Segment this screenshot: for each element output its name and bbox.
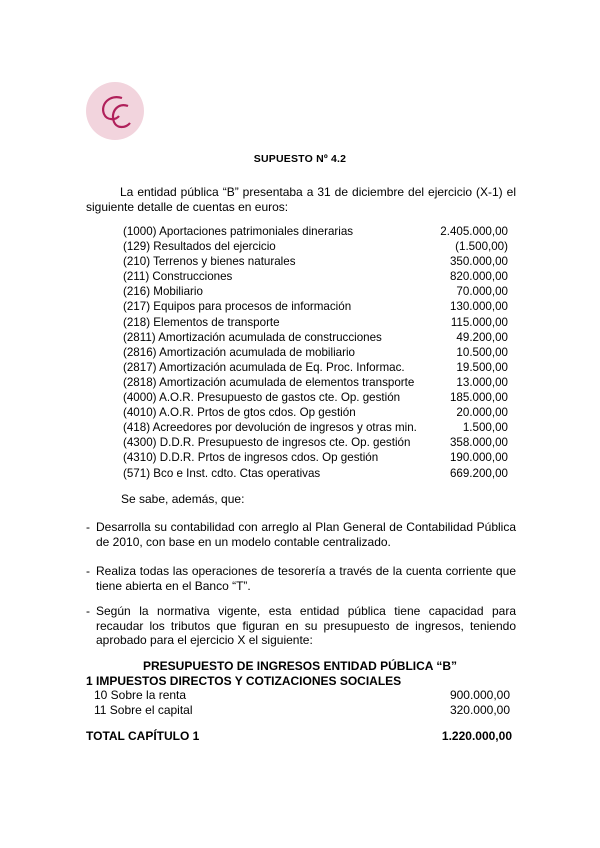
- account-label: (418) Acreedores por devolución de ingresos y otras min.: [123, 421, 417, 435]
- account-row: [123, 360, 508, 375]
- account-amount: (1.500,00): [455, 240, 508, 254]
- account-row: [123, 450, 508, 465]
- total-label: TOTAL CAPÍTULO 1: [86, 729, 200, 743]
- account-amount: 130.000,00: [449, 300, 508, 314]
- account-row: [123, 269, 508, 284]
- account-label: (210) Terrenos y bienes naturales: [123, 255, 296, 269]
- account-label: (216) Mobiliario: [123, 285, 203, 299]
- account-row: [123, 330, 508, 345]
- account-row: [123, 420, 508, 435]
- account-amount: 115.000,00: [450, 315, 508, 329]
- bullet-dash: -: [86, 604, 90, 618]
- budget-row-label: 11 Sobre el capital: [94, 703, 193, 717]
- account-row: [123, 466, 508, 481]
- budget-row-amount: 320.000,00: [449, 703, 510, 717]
- budget-row: [94, 703, 510, 718]
- account-label: (4300) D.D.R. Presupuesto de ingresos cte. Op. gestión: [123, 436, 411, 450]
- total-row: [86, 729, 512, 743]
- budget-row-amount: 900.000,00: [449, 688, 510, 702]
- account-label: (571) Bco e Inst. cdto. Ctas operativas: [123, 466, 321, 480]
- account-amount: 19.500,00: [456, 360, 508, 374]
- budget-row: [94, 688, 510, 703]
- document-title: SUPUESTO Nº 4.2: [253, 153, 347, 165]
- bullet-dash: -: [86, 520, 90, 534]
- account-label: (129) Resultados del ejercicio: [123, 240, 276, 254]
- account-label: (2816) Amortización acumulada de mobiliario: [123, 345, 355, 359]
- account-label: (211) Construcciones: [123, 270, 233, 284]
- budget-title: PRESUPUESTO DE INGRESOS ENTIDAD PÚBLICA “B”: [142, 659, 458, 673]
- account-amount: 13.000,00: [456, 375, 508, 389]
- account-label: (4000) A.O.R. Presupuesto de gastos cte. Op. gestión: [123, 391, 401, 405]
- accounts-list: [123, 224, 508, 481]
- total-amount: 1.220.000,00: [441, 729, 512, 743]
- account-amount: 820.000,00: [449, 270, 508, 284]
- chapter-title: 1 IMPUESTOS DIRECTOS Y COTIZACIONES SOCIALES: [86, 674, 402, 688]
- account-amount: 2.405.000,00: [440, 225, 508, 238]
- account-amount: 20.000,00: [456, 406, 508, 420]
- account-row: [123, 315, 508, 330]
- account-amount: 358.000,00: [449, 436, 508, 450]
- se-sabe-text: Se sabe, además, que:: [121, 492, 245, 506]
- intro-paragraph: La entidad pública “B” presentaba a 31 de diciembre del ejercicio (X-1) el siguiente detalle de cuentas en euros:: [86, 185, 516, 214]
- account-row: [123, 405, 508, 420]
- account-amount: 350.000,00: [449, 255, 508, 269]
- account-row: [123, 375, 508, 390]
- bullet-text: Según la normativa vigente, esta entidad pública tiene capacidad para recaudar los tributos que figuran en su presupuesto de ingresos, teniendo aprobado para el ejercicio X el siguiente:: [96, 604, 516, 647]
- account-label: (2811) Amortización acumulada de construcciones: [123, 330, 382, 344]
- account-row: [123, 435, 508, 450]
- account-amount: 185.000,00: [449, 391, 508, 405]
- account-amount: 190.000,00: [449, 451, 508, 465]
- bullet-item: [86, 564, 516, 593]
- account-label: (2818) Amortización acumulada de elementos transporte: [123, 375, 415, 389]
- bullet-text: Realiza todas las operaciones de tesorería a través de la cuenta corriente que tiene abierta en el Banco “T”.: [96, 564, 516, 593]
- account-row: [123, 284, 508, 299]
- account-row: [123, 390, 508, 405]
- account-amount: 669.200,00: [449, 466, 508, 480]
- account-row: [123, 254, 508, 269]
- bullet-text: Desarrolla su contabilidad con arreglo al Plan General de Contabilidad Pública de 2010, con base en un modelo contable centralizado.: [96, 520, 516, 549]
- account-label: (218) Elementos de transporte: [123, 315, 280, 329]
- account-label: (1000) Aportaciones patrimoniales dinerarias: [123, 225, 354, 238]
- account-label: (2817) Amortización acumulada de Eq. Proc. Informac.: [123, 360, 405, 374]
- account-row: [123, 299, 508, 314]
- budget-rows: [94, 688, 510, 718]
- account-row: [123, 224, 508, 239]
- account-label: (217) Equipos para procesos de información: [123, 300, 352, 314]
- account-row: [123, 239, 508, 254]
- bullet-item: [86, 604, 516, 648]
- account-amount: 49.200,00: [456, 330, 508, 344]
- account-label: (4010) A.O.R. Prtos de gtos cdos. Op gestión: [123, 406, 356, 420]
- account-amount: 1.500,00: [462, 421, 508, 435]
- account-amount: 70.000,00: [456, 285, 508, 299]
- account-row: [123, 345, 508, 360]
- bullet-dash: -: [86, 564, 90, 578]
- account-amount: 10.500,00: [456, 345, 508, 359]
- account-label: (4310) D.D.R. Prtos de ingresos cdos. Op gestión: [123, 451, 379, 465]
- bullet-item: [86, 520, 516, 549]
- budget-row-label: 10 Sobre la renta: [94, 688, 187, 702]
- logo: [86, 82, 144, 140]
